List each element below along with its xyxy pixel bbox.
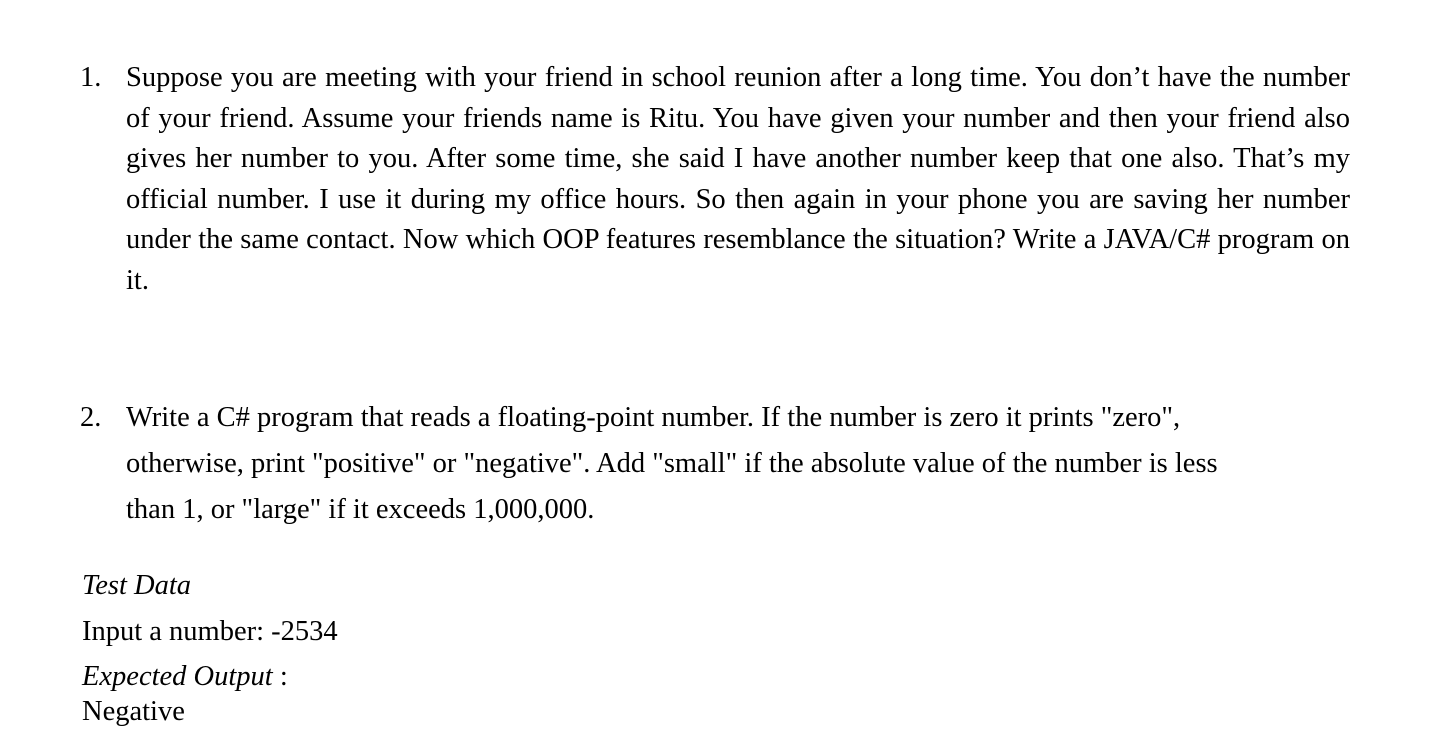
question-2 (80, 395, 1380, 533)
question-2-line: otherwise, print "positive" or "negative". Add "small" if the absolute value of the number is less (126, 448, 1218, 479)
question-1-number: 1. (80, 62, 102, 93)
question-2-line: than 1, or "large" if it exceeds 1,000,000. (126, 494, 595, 525)
expected-output-colon: : (272, 661, 288, 692)
question-2-text (126, 395, 1218, 533)
test-input-line: Input a number: -2534 (82, 616, 338, 647)
question-1 (80, 58, 1350, 301)
expected-output-heading (82, 657, 288, 697)
question-2-line: Write a C# program that reads a floating-point number. If the number is zero it prints "zero", (126, 402, 1181, 433)
question-2-number: 2. (80, 402, 102, 433)
question-1-text: Suppose you are meeting with your friend in school reunion after a long time. You don’t have the number of your friend. Assume your friends name is Ritu. You have given your number and then your friend also gives her number to you. After some time, she said I have another number keep that one also. That’s my official number. I use it during my office hours. So then again in your phone you are saving her number under the same contact. Now which OOP features resemblance the situation? Write a JAVA/C# program on it. (126, 62, 1350, 296)
expected-output-value: Negative (82, 696, 185, 727)
test-data-heading: Test Data (82, 570, 192, 601)
expected-output-label: Expected Output (82, 661, 273, 692)
